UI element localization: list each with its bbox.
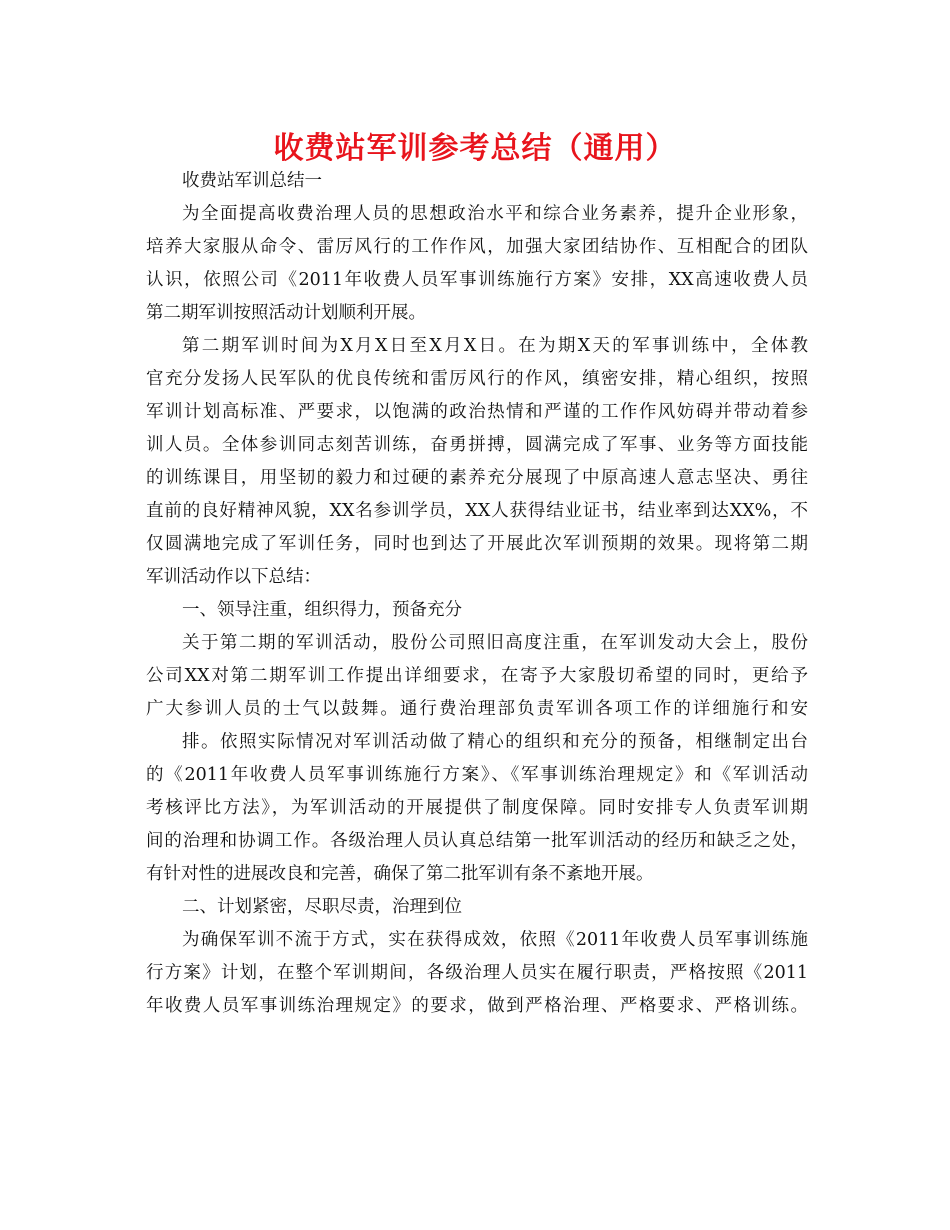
paragraph-line: 培养大家服从命令、雷厉风行的工作作风，加强大家团结协作、互相配合的团队: [146, 237, 808, 257]
document-title: 收费站军训参考总结（通用）: [273, 131, 677, 166]
paragraph-line: 认识，依照公司《2011年收费人员军事训练施行方案》安排，XX高速收费人员: [146, 270, 808, 290]
paragraph-line: 行方案》计划，在整个军训期间，各级治理人员实在履行职责，严格按照《2011: [146, 963, 808, 983]
section-heading: 收费站军训总结一: [182, 171, 322, 191]
paragraph-line: 直前的良好精神风貌，XX名参训学员，XX人获得结业证书，结业率到达XX%，不: [146, 501, 808, 521]
paragraph-line: 的训练课目，用坚韧的毅力和过硬的素养充分展现了中原高速人意志坚决、勇往: [146, 468, 808, 488]
paragraph-line: 训人员。全体参训同志刻苦训练，奋勇拼搏，圆满完成了军事、业务等方面技能: [146, 435, 808, 455]
paragraph-line: 官充分发扬人民军队的优良传统和雷厉风行的作风，缜密安排，精心组织，按照: [146, 369, 808, 389]
paragraph-line: 仅圆满地完成了军训任务，同时也到达了开展此次军训预期的效果。现将第二期: [146, 534, 808, 554]
paragraph-line: 排。依照实际情况对军训活动做了精心的组织和充分的预备，相继制定出台: [182, 732, 808, 752]
paragraph-line: 军训计划高标准、严要求，以饱满的政治热情和严谨的工作作风妨碍并带动着参: [146, 402, 808, 422]
paragraph-line: 为全面提高收费治理人员的思想政治水平和综合业务素养，提升企业形象，: [182, 204, 808, 224]
paragraph-line: 广大参训人员的士气以鼓舞。通行费治理部负责军训各项工作的详细施行和安: [146, 699, 808, 719]
paragraph-line: 的《2011年收费人员军事训练施行方案》、《军事训练治理规定》和《军训活动: [146, 765, 808, 785]
paragraph-line: 第二期军训按照活动计划顺利开展。: [146, 303, 426, 323]
paragraph-line: 军训活动作以下总结：: [146, 567, 321, 587]
document-body: [146, 165, 808, 1023]
paragraph-line: 公司XX对第二期军训工作提出详细要求，在寄予大家殷切希望的同时，更给予: [146, 666, 808, 686]
paragraph-line: 为确保军训不流于方式，实在获得成效，依照《2011年收费人员军事训练施: [182, 930, 808, 950]
paragraph-line: 年收费人员军事训练治理规定》的要求，做到严格治理、严格要求、严格训练。: [146, 996, 808, 1016]
paragraph-line: 第二期军训时间为X月X日至X月X日。在为期X天的军事训练中，全体教: [182, 336, 808, 356]
paragraph-line: 考核评比方法》，为军训活动的开展提供了制度保障。同时安排专人负责军训期: [146, 798, 808, 818]
section-heading: 一、领导注重，组织得力，预备充分: [182, 600, 462, 620]
paragraph-line: 间的治理和协调工作。各级治理人员认真总结第一批军训活动的经历和缺乏之处，: [146, 831, 808, 851]
paragraph-line: 有针对性的进展改良和完善，确保了第二批军训有条不紊地开展。: [146, 864, 654, 884]
paragraph-line: 关于第二期的军训活动，股份公司照旧高度注重，在军训发动大会上，股份: [182, 633, 808, 653]
section-heading: 二、计划紧密，尽职尽责，治理到位: [182, 897, 462, 917]
